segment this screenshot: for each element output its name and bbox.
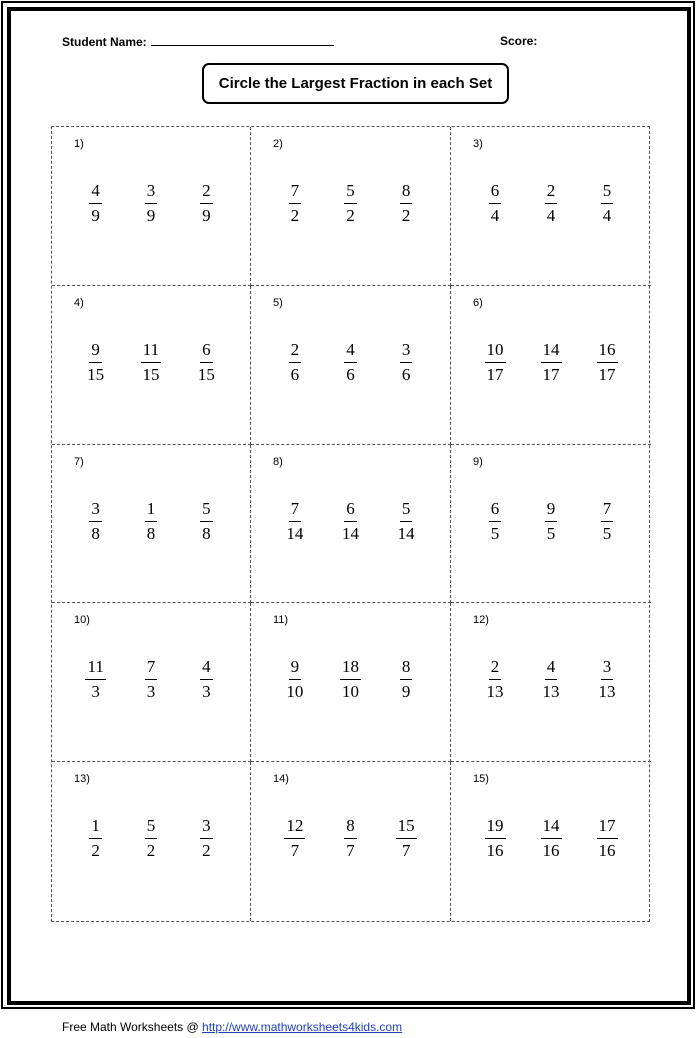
denominator: 3	[202, 682, 211, 702]
numerator: 17	[597, 816, 618, 839]
fraction[interactable]	[284, 340, 306, 385]
numerator: 14	[541, 816, 562, 839]
denominator: 6	[346, 364, 355, 384]
denominator: 8	[91, 523, 100, 543]
problem-number: 8)	[273, 455, 283, 468]
fraction[interactable]	[596, 181, 618, 226]
student-name-line[interactable]	[151, 34, 334, 46]
denominator: 8	[146, 523, 156, 543]
problem-number: 5)	[273, 296, 283, 309]
fraction[interactable]	[140, 181, 162, 226]
denominator: 15	[142, 364, 160, 384]
problem-cell	[251, 445, 451, 604]
fraction[interactable]	[395, 499, 417, 544]
numerator: 4	[344, 340, 357, 363]
fraction[interactable]	[85, 181, 107, 226]
numerator: 5	[344, 181, 357, 204]
problem-number: 15)	[473, 773, 489, 786]
problem-cell	[451, 762, 651, 921]
denominator: 17	[486, 364, 504, 384]
problem-cell	[251, 762, 451, 921]
denominator: 2	[401, 206, 411, 225]
denominator: 5	[490, 523, 500, 543]
footer-link[interactable]: http://www.mathworksheets4kids.com	[202, 1020, 403, 1034]
denominator: 16	[486, 841, 504, 861]
fraction[interactable]	[596, 499, 618, 544]
student-name-field[interactable]	[62, 34, 334, 49]
numerator: 2	[289, 340, 302, 363]
denominator: 6	[290, 364, 300, 384]
numerator: 9	[289, 657, 302, 680]
numerator: 6	[200, 340, 213, 363]
fraction[interactable]	[339, 181, 361, 226]
score-label: Score:	[500, 34, 538, 48]
problem-number: 6)	[473, 296, 483, 309]
denominator: 10	[286, 682, 304, 702]
problem-number: 4)	[74, 296, 84, 309]
problem-cell	[451, 127, 651, 286]
fraction-set	[251, 816, 450, 861]
denominator: 17	[542, 364, 560, 384]
denominator: 2	[290, 206, 300, 225]
denominator: 8	[202, 523, 211, 543]
worksheet-title: Circle the Largest Fraction in each Set	[202, 63, 509, 104]
denominator: 2	[146, 841, 156, 861]
fraction[interactable]	[140, 816, 162, 861]
numerator: 3	[400, 340, 413, 363]
denominator: 14	[397, 523, 415, 543]
denominator: 2	[91, 841, 100, 861]
fraction[interactable]	[85, 657, 107, 702]
fraction[interactable]	[540, 340, 562, 385]
fraction[interactable]	[596, 816, 618, 861]
numerator: 2	[489, 657, 502, 680]
fraction[interactable]	[596, 340, 618, 385]
fraction[interactable]	[395, 181, 417, 226]
numerator: 1	[145, 499, 158, 522]
fraction[interactable]	[339, 816, 361, 861]
numerator: 19	[485, 816, 506, 839]
fraction[interactable]	[596, 657, 618, 702]
fraction-set	[52, 181, 250, 226]
denominator: 16	[542, 841, 560, 861]
problem-cell	[251, 127, 451, 286]
fraction-set	[52, 816, 250, 861]
fraction[interactable]	[284, 499, 306, 544]
numerator: 4	[200, 657, 213, 680]
fraction[interactable]	[484, 181, 506, 226]
numerator: 8	[344, 816, 357, 839]
problem-cell	[52, 603, 251, 762]
problem-number: 11)	[273, 614, 289, 627]
numerator: 9	[89, 340, 102, 363]
numerator: 7	[601, 499, 614, 522]
denominator: 17	[598, 364, 616, 384]
fraction-set	[52, 340, 250, 385]
problem-number: 3)	[473, 138, 483, 150]
denominator: 14	[341, 523, 359, 543]
student-name-label: Student Name:	[62, 35, 147, 49]
fraction[interactable]	[195, 499, 217, 544]
problem-number: 13)	[74, 773, 90, 786]
numerator: 5	[145, 816, 158, 839]
denominator: 7	[290, 841, 300, 861]
fraction-set	[251, 340, 450, 385]
fraction-set	[251, 657, 450, 702]
numerator: 12	[284, 816, 305, 839]
numerator: 3	[200, 816, 213, 839]
numerator: 11	[141, 340, 161, 363]
denominator: 5	[546, 523, 556, 543]
fraction[interactable]	[395, 657, 417, 702]
fraction-set	[251, 499, 450, 544]
denominator: 4	[602, 206, 612, 225]
fraction[interactable]	[540, 499, 562, 544]
denominator: 15	[197, 364, 215, 384]
numerator: 14	[541, 340, 562, 363]
numerator: 16	[597, 340, 618, 363]
problem-number: 2)	[273, 138, 283, 150]
problem-cell	[451, 603, 651, 762]
numerator: 5	[200, 499, 213, 522]
numerator: 7	[289, 499, 302, 522]
problem-cell	[451, 445, 651, 604]
denominator: 7	[346, 841, 355, 861]
fraction[interactable]	[284, 657, 306, 702]
fraction-set	[251, 181, 450, 226]
fraction[interactable]	[85, 499, 107, 544]
problem-number: 10)	[74, 614, 90, 627]
numerator: 18	[340, 657, 361, 680]
denominator: 9	[146, 206, 156, 225]
fraction[interactable]	[195, 181, 217, 226]
numerator: 9	[545, 499, 558, 522]
denominator: 6	[401, 364, 411, 384]
problem-cell	[52, 286, 251, 445]
numerator: 8	[400, 657, 413, 680]
denominator: 7	[401, 841, 411, 861]
denominator: 4	[490, 206, 500, 225]
footer	[62, 1020, 402, 1034]
problem-number: 9)	[473, 455, 483, 468]
fraction[interactable]	[484, 657, 506, 702]
fraction[interactable]	[395, 340, 417, 385]
denominator: 9	[401, 682, 411, 702]
fraction-set	[451, 181, 651, 226]
numerator: 11	[85, 657, 105, 680]
fraction[interactable]	[395, 816, 417, 861]
fraction-set	[451, 657, 651, 702]
problem-number: 1)	[74, 138, 84, 150]
denominator: 2	[202, 841, 211, 861]
problem-number: 14)	[273, 773, 289, 786]
fraction[interactable]	[140, 499, 162, 544]
numerator: 15	[396, 816, 417, 839]
problem-grid	[51, 126, 650, 922]
fraction[interactable]	[484, 499, 506, 544]
denominator: 13	[598, 682, 616, 702]
problem-number: 7)	[74, 455, 84, 468]
denominator: 5	[602, 523, 612, 543]
numerator: 7	[145, 657, 158, 680]
fraction[interactable]	[195, 340, 217, 385]
problem-cell	[251, 603, 451, 762]
numerator: 7	[289, 181, 302, 204]
numerator: 2	[200, 181, 213, 204]
numerator: 3	[89, 499, 102, 522]
numerator: 4	[545, 657, 558, 680]
numerator: 10	[485, 340, 506, 363]
numerator: 6	[344, 499, 357, 522]
fraction[interactable]	[540, 816, 562, 861]
fraction[interactable]	[540, 181, 562, 226]
numerator: 2	[545, 181, 558, 204]
problem-cell	[52, 127, 251, 286]
numerator: 5	[601, 181, 614, 204]
numerator: 3	[601, 657, 614, 680]
denominator: 15	[87, 364, 105, 384]
fraction-set	[451, 499, 651, 544]
denominator: 3	[91, 682, 100, 702]
numerator: 6	[489, 499, 502, 522]
fraction[interactable]	[85, 340, 107, 385]
fraction[interactable]	[284, 816, 306, 861]
fraction[interactable]	[195, 816, 217, 861]
problem-cell	[251, 286, 451, 445]
denominator: 13	[542, 682, 560, 702]
fraction-set	[52, 657, 250, 702]
fraction[interactable]	[85, 816, 107, 861]
fraction[interactable]	[195, 657, 217, 702]
numerator: 6	[489, 181, 502, 204]
fraction[interactable]	[140, 657, 162, 702]
fraction-set	[451, 340, 651, 385]
denominator: 14	[286, 523, 304, 543]
problem-cell	[451, 286, 651, 445]
fraction[interactable]	[284, 181, 306, 226]
fraction[interactable]	[339, 657, 361, 702]
fraction[interactable]	[540, 657, 562, 702]
denominator: 10	[341, 682, 359, 702]
footer-text: Free Math Worksheets @	[62, 1020, 203, 1034]
numerator: 5	[400, 499, 413, 522]
denominator: 2	[346, 206, 355, 225]
fraction[interactable]	[140, 340, 162, 385]
fraction[interactable]	[484, 340, 506, 385]
fraction[interactable]	[339, 340, 361, 385]
numerator: 4	[89, 181, 102, 204]
denominator: 16	[598, 841, 616, 861]
fraction-set	[451, 816, 651, 861]
fraction-set	[52, 499, 250, 544]
fraction[interactable]	[339, 499, 361, 544]
denominator: 13	[486, 682, 504, 702]
problem-cell	[52, 445, 251, 604]
problem-cell	[52, 762, 251, 921]
numerator: 3	[145, 181, 158, 204]
problem-number: 12)	[473, 614, 489, 627]
denominator: 9	[202, 206, 211, 225]
fraction[interactable]	[484, 816, 506, 861]
numerator: 1	[89, 816, 102, 839]
denominator: 3	[146, 682, 156, 702]
denominator: 4	[546, 206, 556, 225]
numerator: 8	[400, 181, 413, 204]
denominator: 9	[91, 206, 100, 225]
